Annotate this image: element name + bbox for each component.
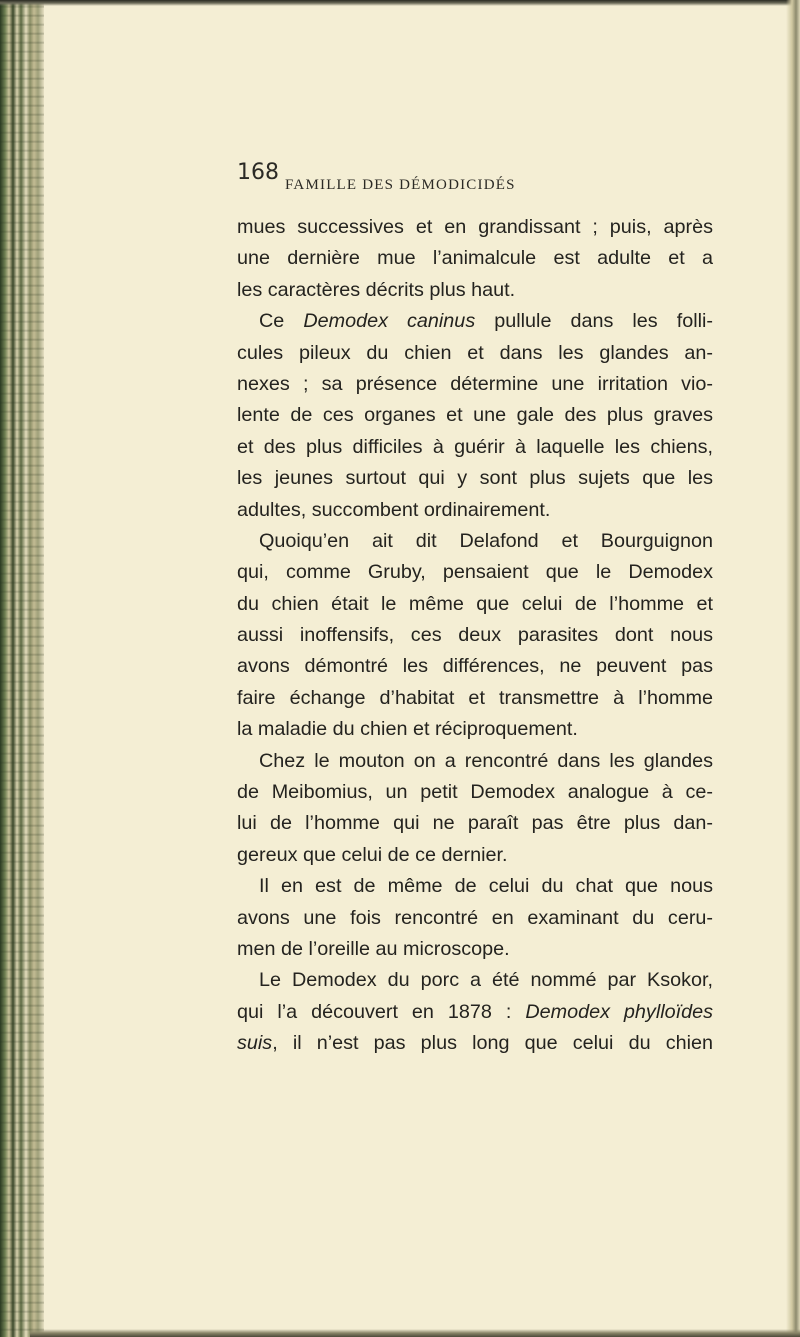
text-line: lui de l’homme qui ne paraît pas être plus dan- (237, 812, 713, 835)
text-line: Chez le mouton on a rencontré dans les glandes (259, 749, 713, 772)
text-line: et des plus difficiles à guérir à laquelle les chiens, (237, 435, 713, 458)
text-line: lente de ces organes et une gale des plus graves (237, 404, 713, 427)
text-line: adultes, succombent ordinairement. (237, 498, 551, 521)
page-number: 168 (237, 160, 279, 185)
text-line: avons une fois rencontré en examinant du ceru- (237, 906, 713, 929)
text-line: cules pileux du chien et dans les glandes an- (237, 341, 713, 364)
text-line: faire échange d’habitat et transmettre à l’homme (237, 686, 713, 709)
text-line: Ce Demodex caninus pullule dans les folli- (259, 310, 713, 333)
text-line: nexes ; sa présence détermine une irritation vio- (237, 372, 713, 395)
text-line: Il en est de même de celui du chat que nous (259, 875, 713, 898)
page-body (237, 212, 713, 1060)
text-line: aussi inoffensifs, ces deux parasites dont nous (237, 624, 713, 647)
text-line: une dernière mue l’animalcule est adulte et a (237, 247, 713, 270)
text-line: Le Demodex du porc a été nommé par Ksokor, (259, 969, 713, 992)
page-bottom-edge (30, 1329, 800, 1337)
text-line: mues successives et en grandissant ; puis, après (237, 216, 713, 238)
italic-term: suis (237, 1032, 273, 1055)
text-line: du chien était le même que celui de l’homme et (237, 592, 713, 615)
text-line: men de l’oreille au microscope. (237, 937, 510, 960)
book-spine (0, 0, 44, 1337)
text-line: qui l’a découvert en 1878 : Demodex phylloïdes (237, 1000, 714, 1023)
text-line: les jeunes surtout qui y sont plus sujets que les (237, 467, 713, 490)
text-line: gereux que celui de ce dernier. (237, 843, 508, 866)
page-right-edge (786, 0, 800, 1337)
text-line: les caractères décrits plus haut. (237, 278, 516, 301)
text-line: avons démontré les différences, ne peuvent pas (237, 655, 713, 678)
running-head: FAMILLE DES DÉMODICIDÉS (285, 177, 516, 193)
text-line: la maladie du chien et réciproquement. (237, 718, 578, 741)
text-line: suis, il n’est pas plus long que celui du chien (237, 1032, 713, 1055)
italic-term: Demodex phylloïdes (525, 1000, 714, 1023)
page-top-edge (0, 0, 800, 6)
text-line: qui, comme Gruby, pensaient que le Demodex (237, 561, 713, 584)
italic-term: Demodex caninus (303, 310, 476, 333)
text-line: de Meibomius, un petit Demodex analogue à ce- (237, 781, 713, 804)
text-line: Quoiqu’en ait dit Delafond et Bourguignon (259, 529, 713, 552)
